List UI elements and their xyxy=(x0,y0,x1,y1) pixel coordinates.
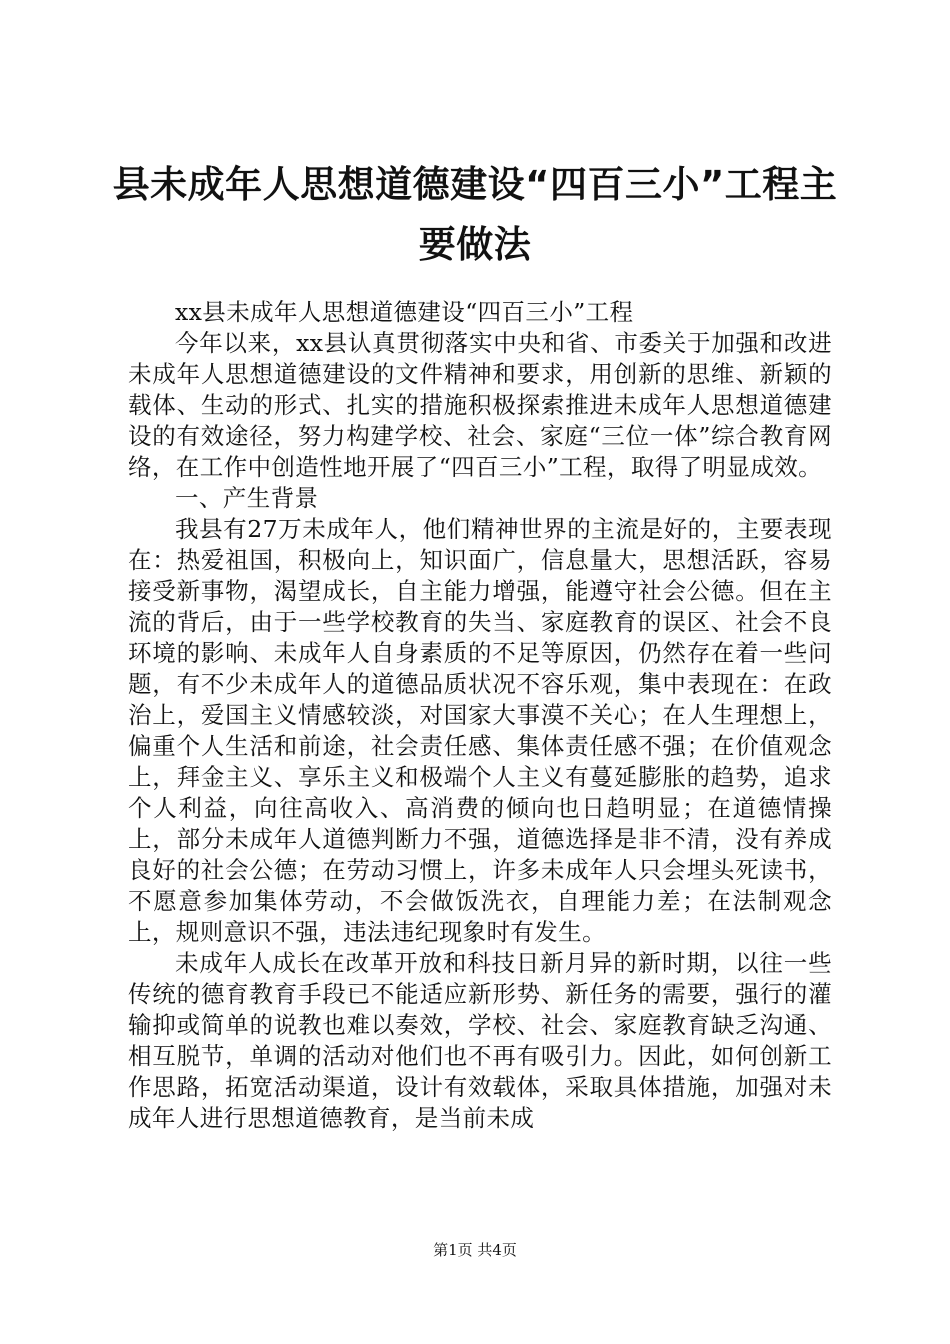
intro-paragraph: 今年以来，xx县认真贯彻落实中央和省、市委关于加强和改进未成年人思想道德建设的文件精神和要求，用创新的思维、新颖的载体、生动的形式、扎实的措施积极探索推进未成年人思想道德建设的有效途径，努力构建学校、社会、家庭“三位一体”综合教育网络，在工作中创造性地开展了“四百三小”工程，取得了明显成效。 xyxy=(128,329,832,481)
context-paragraph: 未成年人成长在改革开放和科技日新月异的新时期，以往一些传统的德育教育手段已不能适应新形势、新任务的需要，强行的灌输抑或简单的说教也难以奏效，学校、社会、家庭教育缺乏沟通、相互脱节，单调的活动对他们也不再有吸引力。因此，如何创新工作思路，拓宽活动渠道，设计有效载体，采取具体措施，加强对未成年人进行思想道德教育，是当前未成 xyxy=(128,949,832,1132)
section-heading: 一、产生背景 xyxy=(175,484,319,512)
document-title-line-2: 要做法 xyxy=(418,223,532,266)
subtitle-paragraph: xx县未成年人思想道德建设“四百三小”工程 xyxy=(175,298,634,326)
page-number-footer: 第1页 共4页 xyxy=(433,1241,517,1259)
background-paragraph: 我县有27万未成年人，他们精神世界的主流是好的，主要表现在：热爱祖国，积极向上，知识面广，信息量大，思想活跃，容易接受新事物，渴望成长，自主能力增强，能遵守社会公德。但在主流的背后，由于一些学校教育的失当、家庭教育的误区、社会不良环境的影响、未成年人自身素质的不足等原因，仍然存在着一些问题，有不少未成年人的道德品质状况不容乐观，集中表现在：在政治上，爱国主义情感较淡，对国家大事漠不关心；在人生理想上，偏重个人生活和前途，社会责任感、集体责任感不强；在价值观念上，拜金主义、享乐主义和极端个人主义有蔓延膨胀的趋势，追求个人利益，向往高收入、高消费的倾向也日趋明显；在道德情操上，部分未成年人道德判断力不强，道德选择是非不清，没有养成良好的社会公德；在劳动习惯上，许多未成年人只会埋头死读书，不愿意参加集体劳动，不会做饭洗衣，自理能力差；在法制观念上，规则意识不强，违法违纪现象时有发生。 xyxy=(128,515,832,946)
document-body xyxy=(128,297,832,1134)
document-title-line-1: 县未成年人思想道德建设“四百三小”工程主 xyxy=(112,163,838,206)
